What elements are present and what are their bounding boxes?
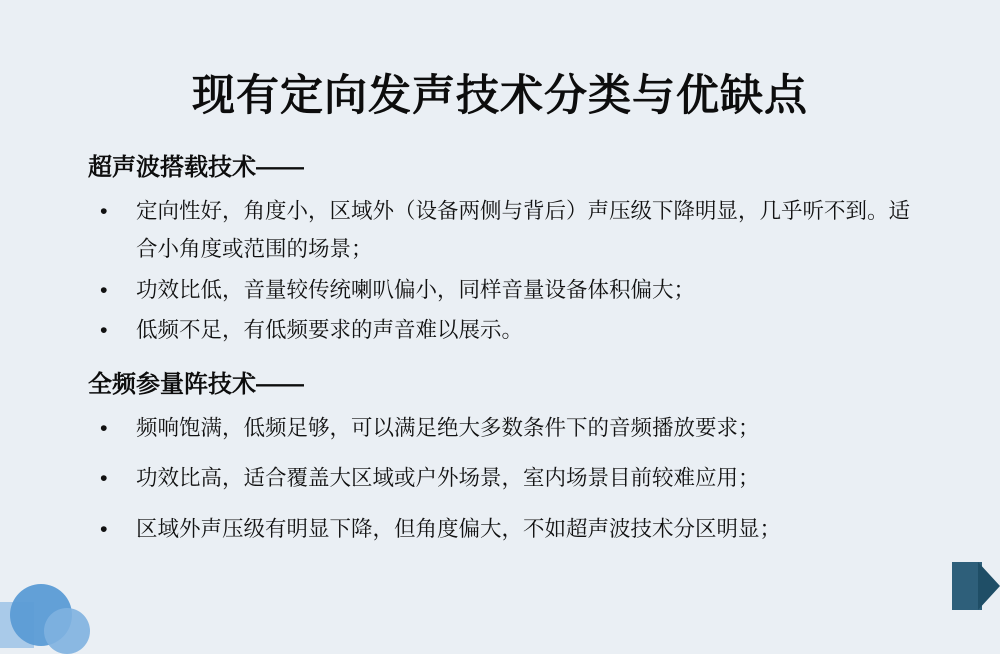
list-item-text: 功效比高，适合覆盖大区域或户外场景，室内场景目前较难应用； <box>136 466 760 491</box>
list-item <box>88 311 928 349</box>
bullet-list-ultrasonic <box>88 192 928 349</box>
section-heading-fullband: 全频参量阵技术—— <box>88 371 304 399</box>
bullet-marker-icon: • <box>100 466 108 491</box>
list-item-text: 功效比低，音量较传统喇叭偏小，同样音量设备体积偏大； <box>136 277 696 302</box>
bullet-marker-icon: • <box>100 516 108 541</box>
bullet-marker-icon: • <box>100 199 108 223</box>
list-item <box>88 192 928 269</box>
triangle-shape-icon <box>978 562 1000 610</box>
list-item <box>88 459 928 497</box>
slide-content <box>88 150 928 560</box>
list-item <box>88 510 928 548</box>
bullet-list-fullband <box>88 409 928 548</box>
circle-small-shape-icon <box>44 608 90 654</box>
list-item <box>88 409 928 447</box>
list-item-text: 定向性好，角度小，区域外（设备两侧与背后）声压级下降明显，几乎听不到。适合小角度或范围的场景； <box>136 199 911 262</box>
decoration-bottom-right <box>940 554 1000 618</box>
list-item-text: 频响饱满，低频足够，可以满足绝大多数条件下的音频播放要求； <box>136 416 760 441</box>
list-item <box>88 271 928 309</box>
list-item-text: 区域外声压级有明显下降，但角度偏大，不如超声波技术分区明显； <box>136 516 782 541</box>
bullet-marker-icon: • <box>100 277 108 302</box>
section-heading-ultrasonic: 超声波搭载技术—— <box>88 154 304 181</box>
list-item-text: 低频不足，有低频要求的声音难以展示。 <box>136 317 524 342</box>
bullet-marker-icon: • <box>100 317 108 342</box>
bullet-marker-icon: • <box>100 416 108 441</box>
decoration-bottom-left <box>0 542 110 628</box>
page-title: 现有定向发声技术分类与优缺点 <box>192 72 808 120</box>
